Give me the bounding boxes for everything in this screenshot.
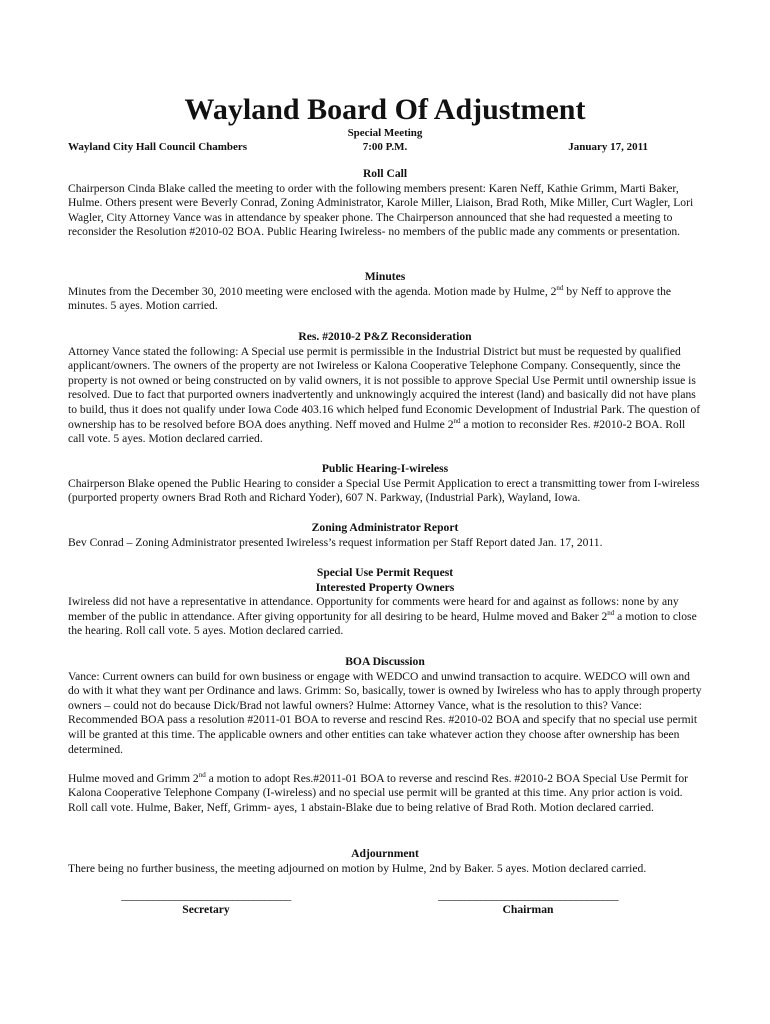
- section-heading: BOA Discussion: [345, 655, 425, 668]
- section-heading: Public Hearing-I-wireless: [321, 462, 449, 475]
- section-paragraph: Chairperson Cinda Blake called the meeting to order with the following members present: Karen Neff, Kathie Grimm, Marti Baker, Hulme. Others present were Beverly Conrad, Zoning Administrator, Karole Miller, Liaison, Brad Roth, Mike Miller, Curt Wagler, Lori Wagler, City Attorney Vance was in attendance by speaker phone. The Chairperson announced that she had requested a meeting to reconsider the Resolution #2010-02 BOA. Public Hearing Iwireless- no members of the public made any comments or presentation.: [68, 181, 694, 239]
- meeting-type: Special Meeting: [347, 127, 423, 139]
- signature-chairman: [430, 891, 626, 917]
- document-title: Wayland Board Of Adjustment: [184, 93, 586, 126]
- signature-line: __________________________________: [437, 889, 619, 902]
- signature-label: Chairman: [502, 903, 554, 916]
- meeting-time: 7:00 P.M.: [362, 140, 408, 153]
- section-special-use-permit: [68, 566, 702, 639]
- section-paragraph: Vance: Current owners can build for own business or engage with WEDCO and unwind transaction to acquire. WEDCO will own and do with it what they want per Ordinance and laws. Grimm: So, basically, tower is owned by Iwireless who has to apply through property owners – could not do because Dick/Brad not lawful owners? Hulme: Attorney Vance, what is the resolution to this? Vance: Recommended BOA pass a resolution #2011-01 BOA to reverse and rescind Res. #2010-02 BOA and specify that no special use permit will be granted at this time. The applicable owners and other entities can take whatever action they choose after ownership has been determined.: [68, 669, 702, 756]
- section-paragraph: There being no further business, the meeting adjourned on motion by Hulme, 2nd by Baker. 5 ayes. Motion declared carried.: [68, 861, 647, 875]
- section-heading: Res. #2010-2 P&Z Reconsideration: [298, 330, 472, 343]
- section-heading: Roll Call: [362, 167, 408, 180]
- section-subheading: Interested Property Owners: [315, 580, 455, 594]
- section-paragraph: Hulme moved and Grimm 2nd a motion to adopt Res.#2011-01 BOA to reverse and rescind Res. #2010-2 BOA Special Use Permit for Kalona Cooperative Telephone Company (I-wireless) and no special use permit will be granted at this time. Any prior action is void. Roll call vote. Hulme, Baker, Neff, Grimm- ayes, 1 abstain-Blake due to being relative of Brad Roth. Motion declared carried.: [68, 770, 688, 814]
- section-minutes: [68, 270, 702, 314]
- meeting-location: Wayland City Hall Council Chambers: [68, 141, 248, 153]
- section-reconsideration: [68, 330, 702, 447]
- section-adjournment: [68, 847, 702, 876]
- section-public-hearing: [68, 462, 702, 506]
- section-boa-discussion: [68, 655, 702, 816]
- section-paragraph: Attorney Vance stated the following: A Special use permit is permissible in the Industrial District but must be requested by qualified applicant/owners. The owners of the property are not Iwireless or Kalona Cooperative Telephone Company. Consequently, since the property is not owned or being constructed on by valid owners, it is not possible to approve Special Use Permit until ownership issue is resolved. Due to fact that purported owners inadvertently and unknowingly acquired the interest (land) and basically did not have plans to build, thus it does not qualify under Iowa Code 403.16 which helped fund Economic Development of Industrial Park. The question of ownership has to be resolved before BOA does anything. Neff moved and Hulme 2nd a motion to reconsider Res. #2010-2 BOA. Roll call vote. 5 ayes. Motion declared carried.: [68, 344, 701, 446]
- section-heading: Special Use Permit Request: [316, 566, 454, 579]
- section-heading: Minutes: [364, 270, 406, 283]
- section-heading: Adjournment: [351, 847, 419, 860]
- signature-label: Secretary: [182, 903, 230, 916]
- section-paragraph: Iwireless did not have a representative in attendance. Opportunity for comments were heard for and against as follows: none by any member of the public in attendance. After giving opportunity for all desiring to be heard, Hulme moved and Baker 2nd a motion to close the hearing. Roll call vote. 5 ayes. Motion declared carried.: [68, 595, 697, 638]
- section-roll-call: [68, 167, 702, 240]
- meeting-date: January 17, 2011: [568, 141, 648, 153]
- signature-secretary: [113, 891, 299, 917]
- section-zoning-report: [68, 521, 702, 550]
- section-paragraph: Bev Conrad – Zoning Administrator presented Iwireless’s request information per Staff Report dated Jan. 17, 2011.: [68, 535, 603, 549]
- section-heading: Zoning Administrator Report: [311, 521, 459, 534]
- signature-line: ________________________________: [121, 889, 291, 902]
- section-paragraph: Chairperson Blake opened the Public Hearing to consider a Special Use Permit Application to erect a transmitting tower from I-wireless (purported property owners Brad Roth and Richard Yoder), 607 N. Parkway, (Industrial Park), Wayland, Iowa.: [68, 476, 700, 505]
- section-paragraph: Minutes from the December 30, 2010 meeting were enclosed with the agenda. Motion made by Hulme, 2nd by Neff to approve the minutes. 5 ayes. Motion carried.: [68, 283, 672, 313]
